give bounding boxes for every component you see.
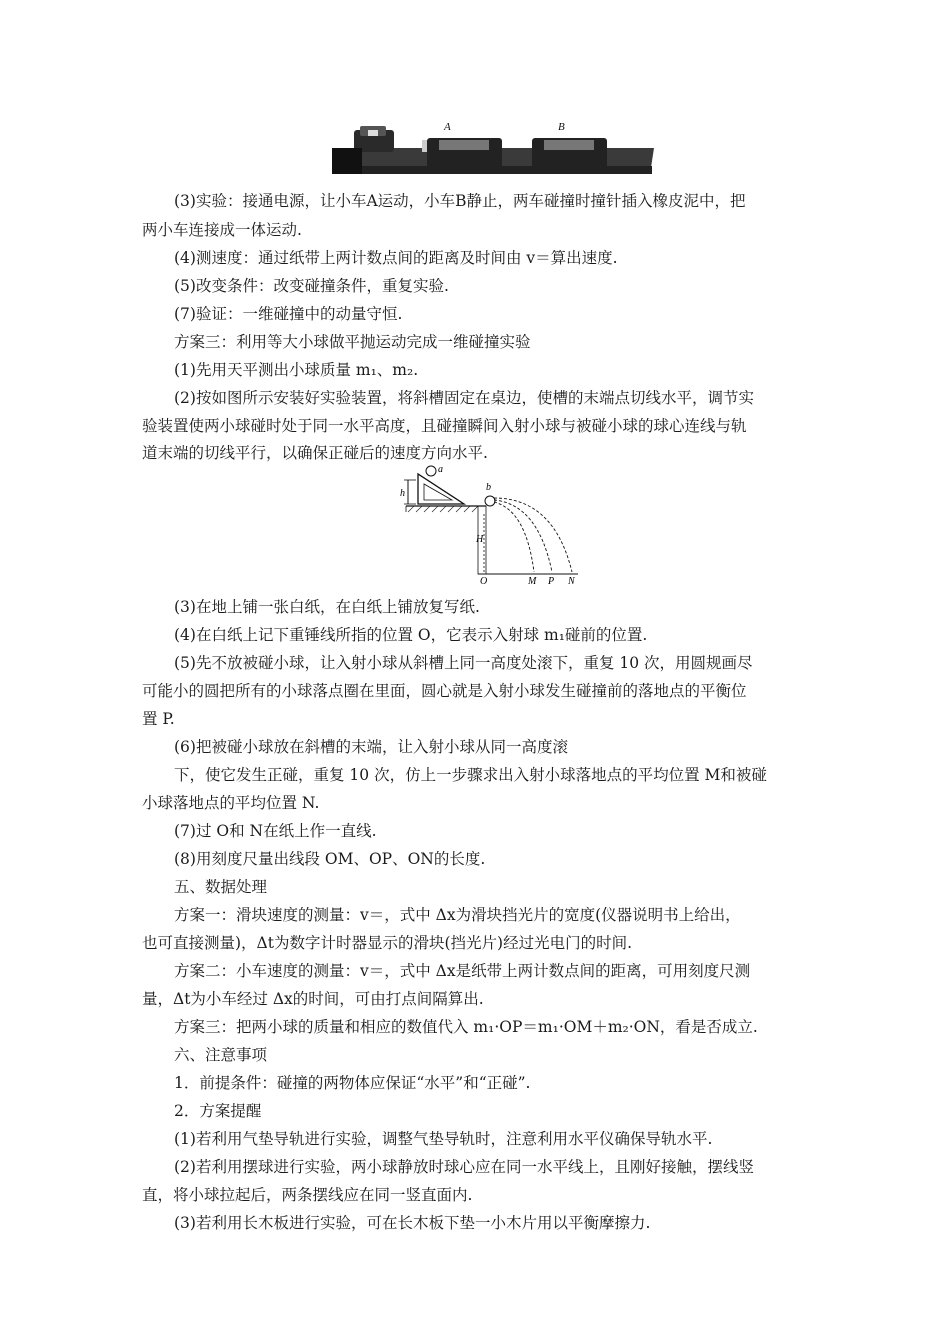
section-heading: 六、注意事项 <box>174 1046 268 1064</box>
text-line: 下，使它发生正碰，重复 10 次，仿上一步骤求出入射小球落地点的平均位置 M和被碰 <box>174 766 767 784</box>
label-h: h <box>400 488 405 499</box>
text-line: 也可直接测量)，Δt为数字计时器显示的滑块(挡光片)经过光电门的时间. <box>142 934 632 952</box>
text-line: (8)用刻度尺量出线段 OM、OP、ON的长度. <box>174 850 486 868</box>
label-M: M <box>528 576 537 584</box>
label-b: b <box>486 482 491 493</box>
text-line: (2)按如图所示安装好实验装置，将斜槽固定在桌边，使槽的末端点切线水平，调节实 <box>174 389 754 407</box>
text-line: 1．前提条件：碰撞的两物体应保证“水平”和“正碰”. <box>174 1074 531 1092</box>
label-P: P <box>548 576 555 584</box>
projectile-figure <box>398 464 584 584</box>
label-b: B <box>558 121 565 133</box>
text-line: (5)改变条件：改变碰撞条件，重复实验. <box>174 277 449 295</box>
text-line: (3)若利用长木板进行实验，可在长木板下垫一小木片用以平衡摩擦力. <box>174 1214 651 1232</box>
text-line: (6)把被碰小球放在斜槽的末端，让入射小球从同一高度滚 <box>174 738 568 756</box>
text-line: 置 P. <box>142 710 175 728</box>
text-line: (1)若利用气垫导轨进行实验，调整气垫导轨时，注意利用水平仪确保导轨水平. <box>174 1130 713 1148</box>
text-line: 方案一：滑块速度的测量：v＝，式中 Δx为滑块挡光片的宽度(仪器说明书上给出， <box>174 906 741 924</box>
trolley-figure <box>332 118 654 182</box>
text-line: 方案三：把两小球的质量和相应的数值代入 m₁·OP＝m₁·OM＋m₂·ON，看是否成立. <box>174 1018 758 1036</box>
text-line: (3)实验：接通电源，让小车A运动，小车B静止，两车碰撞时撞针插入橡皮泥中，把 <box>174 192 746 210</box>
text-line: (7)验证：一维碰撞中的动量守恒. <box>174 305 403 323</box>
label-O: O <box>480 576 488 584</box>
text-line: (5)先不放被碰小球，让入射小球从斜槽上同一高度处滚下，重复 10 次，用圆规画尽 <box>174 654 753 672</box>
text-line: 量，Δt为小车经过 Δx的时间，可由打点间隔算出. <box>142 990 484 1008</box>
text-line: (4)在白纸上记下重锤线所指的位置 O，它表示入射球 m₁碰前的位置. <box>174 626 648 644</box>
text-line: 可能小的圆把所有的小球落点圈在里面，圆心就是入射小球发生碰撞前的落地点的平衡位 <box>142 682 747 700</box>
label-H: H <box>476 534 484 545</box>
text-line: (7)过 O和 N在纸上作一直线. <box>174 822 377 840</box>
text-line: 2．方案提醒 <box>174 1102 262 1120</box>
text-line: 直，将小球拉起后，两条摆线应在同一竖直面内. <box>142 1186 473 1204</box>
text-line: 方案三：利用等大小球做平抛运动完成一维碰撞实验 <box>174 333 531 351</box>
text-line: (2)若利用摆球进行实验，两小球静放时球心应在同一水平线上，且刚好接触，摆线竖 <box>174 1158 754 1176</box>
text-line: 两小车连接成一体运动. <box>142 221 302 239</box>
text-line: 方案二：小车速度的测量：v＝，式中 Δx是纸带上两计数点间的距离，可用刻度尺测 <box>174 962 751 980</box>
label-a: a <box>438 464 443 475</box>
text-line: 验装置使两小球碰时处于同一水平高度，且碰撞瞬间入射小球与被碰小球的球心连线与轨 <box>142 417 747 435</box>
label-a: A <box>444 121 451 133</box>
text-line: 小球落地点的平均位置 N. <box>142 794 320 812</box>
text-line: (1)先用天平测出小球质量 m₁、m₂. <box>174 361 419 379</box>
text-line: (3)在地上铺一张白纸，在白纸上铺放复写纸. <box>174 598 480 616</box>
section-heading: 五、数据处理 <box>174 878 268 896</box>
label-N: N <box>568 576 575 584</box>
text-line: 道末端的切线平行，以确保正碰后的速度方向水平. <box>142 444 488 462</box>
text-line: (4)测速度：通过纸带上两计数点间的距离及时间由 v＝算出速度. <box>174 249 618 267</box>
